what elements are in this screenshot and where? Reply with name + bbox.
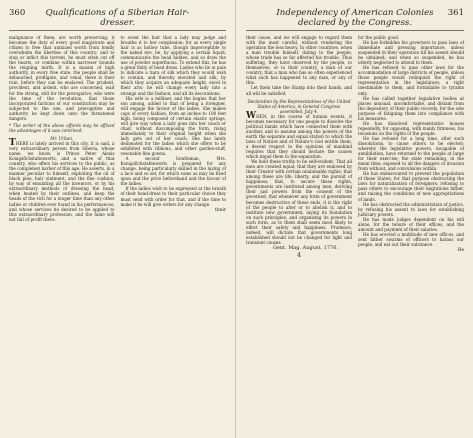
running-head: Qualifications of a Siberian Hair-dresser.	[45, 8, 190, 28]
right-page	[237, 0, 473, 438]
running-head: Independency of American Colonies declared by the Congress.	[276, 8, 434, 28]
column-1-paragraphs	[246, 35, 352, 245]
column-2	[358, 35, 464, 258]
paragraph: If the ladies wish to be expressed at the breath of their head-dress to their particular choice they must send with order for that, and if the time to make it he will give orders for any change.	[120, 186, 226, 207]
text-columns	[246, 35, 464, 258]
paragraph: WHEN, in the course of human events, it becomes necessary for one people to dissolve the political bands which have connected them with another, and to assume among the powers of the earth the separate and equal station to which the laws of Nature and of Nature's God entitle them, a decent respect to the opinions of mankind requires that they should declare the causes which impel them to the separation.	[246, 110, 352, 160]
running-head-row	[246, 8, 464, 31]
paragraph: A second Gentleman, Mrs. Konigsfichstafenwerts is prepared for any change, being particularly skilled in the laying of a lace and so set, for which sums as may be fixed upon and the price beforehand and the favour of the ladies.	[120, 156, 226, 187]
paragraph: Let them take the Stamp into their hands, and all will be satisfied.	[246, 85, 352, 96]
column-2-paragraphs	[358, 35, 464, 247]
paragraph: He has called together legislative bodies at places unusual, uncomfortable, and distant from the depository of their public records, for the sole purpose of fatiguing them into compliance with his measures.	[358, 95, 464, 121]
footnote: * The writer of the above affords may be affixed the advantages of it was contrived.	[9, 122, 115, 133]
catchword: their	[215, 207, 226, 213]
paragraph: He has forbidden his governors to pass laws of immediate and pressing importance, unless suspended in their operation till his assent should be obtained; and when so suspended, he has utterly neglected to attend to them.	[358, 40, 464, 66]
paragraph: their cause, and we will engage to regard them with the most careful, without rendering the operation the less heavy. In other countries, when a man trouble himself, dating to the people, whose trade has so far affected his trouble. Thus suffering, they have observed by the people, to themselves, or to their country, a man of our country, that a man who has so often experienced what such has happened to any man, or any of this.	[246, 35, 352, 86]
paragraph: malignance of them, are worth preserving; it becomes the duty of every good magistrate and citizen to free that unmixed worth from fondly overwhelm the liberties of this country; and to stop or inflict this torrent, he must often cut off the hearts, or combine within narrower bounds the reigning mirth. It is a maxim of high authority, in every free state, the people shall be debauched, profligate, and venal, there is their ruin, before they can be enslaved. The prudent, provident, and ardent, who are concerned, wait for the strong, still for the prerogative; who were the time of the revolution, that those incorporated factions of our constitution may be subjected to the one, and prerogative and authority be kept down unto the threatened dangers.	[9, 35, 115, 121]
paragraph: He has erected a multitude of new offices, and sent hither swarms of officers to harass our people, and eat out their substance.	[358, 231, 464, 247]
paragraph: He has endeavoured to prevent the population of these States; for that purpose obstructing the laws for naturalization of foreigners; refusing to pass others to encourage their migrations hither, and raising the conditions of new appropriations of lands.	[358, 171, 464, 202]
paragraph: We hold these truths to be self-evident: That all men are created equal; that they are endowed by their Creator with certain unalienable rights; that among these are life, liberty, and the pursuit of happiness; that, to secure these rights, governments are instituted among men, deriving their just powers from the consent of the governed; that whenever any form of government becomes destructive of these ends, it is the right of the people to alter or to abolish it, and to institute new government, laying its foundation on such principles, and organizing its powers in such form, as to them shall seem most likely to effect their safety and happiness. Prudence, indeed, will dictate that governments long established should not be changed for light and transient causes.	[246, 159, 352, 245]
page-number: 361	[447, 8, 464, 18]
paragraph: THERE is lately arrived in this city, it is said, a very extraordinary person from Siberia, whose name, we know, is Prince Peter Alexis Konigsfichstafenwerts, and a native of that country, who offers his services to the public, as the completest barber of this age. He asserts, in a manner peculiar to himself, exploiting the oil of black pine, hair ointment, and the fine cushion, by way of emulating all the inventors, or by his extraordinary methods of dressing the head, when heated by their outlines, and keep the heads of the rich for a longer time than any other ladies or children ever found in his performances; and whose services he desired to be applied to this extraordinary profession, and the fame will not fail of profit there.	[9, 137, 115, 222]
catchword: He	[457, 247, 464, 253]
running-head-row	[9, 8, 226, 31]
text-columns	[9, 35, 226, 222]
footer-citation: Gent. Mag. August, 1776.	[272, 244, 338, 251]
paragraph: He has dissolved representative houses repeatedly, for opposing, with manly firmness, his invasions on the rights of the people.	[358, 120, 464, 136]
letter-salutation: Mr. Urban,	[50, 135, 74, 141]
column-2	[121, 35, 227, 222]
signature-mark: 4	[297, 251, 301, 259]
section-heading: Declaration by the Representatives of the United States of America, in General Congress assembled, July 4.	[247, 98, 351, 114]
paragraph: for the public good.	[358, 35, 400, 40]
column-1	[246, 35, 352, 258]
paragraph: to scent the hair that a lady may judge and breathe it to her complexion; for as every single hair is as hollow tube, though imperceptible to the naked eye, he, by applying a certain liquid, communicates the head hidden, and so draw the use of powder superfluous. To extend this, he has a great fixity of head dress. Ladies who lie in pain to indicate a tiara of silk which they would wish to contain, and thereby elevated and silk, by which they acquire an adequate height, excel in their arts; he will change every lady into a strange and the fashion, and all its decorations.	[120, 35, 226, 96]
column-1	[9, 35, 115, 222]
paragraph: He has refused to pass other laws for the accommodation of large districts of people, unless those people would relinquish the right of representation in the legislature; a right inestimable to them, and formidable to tyrants only.	[358, 65, 464, 96]
paragraph: He has made judges dependent on his will alone, for the tenure of their offices, and the amount and payment of their salaries.	[358, 216, 464, 232]
column-2-paragraphs	[121, 35, 227, 207]
paragraph: He has refused for a long time, after such dissolutions, to cause others to be elected; whereby the legislative powers, incapable of annihilation, have returned to the people at large for their exercise; the state remaining, in the mean time, exposed to all the dangers of invasion from without, and convulsions within.	[358, 135, 464, 172]
left-page	[0, 0, 236, 438]
paragraph: He has obstructed the administration of justice, by refusing his assent to laws for establishing judiciary powers.	[358, 201, 464, 217]
paragraph: His wife is a milliner, and the begins that her son among, added to that of being a foreigner, will engage the favour of the ladies. She makes caps of every fashion, from an inches to 100 feet high, being composed of certain elastic springs, will give way when a lady goes into her coach or chair, without discomposing the form, rising immediately to their original height when she lady gets out of her coach. She has lately delineated for the ladies which she offers to be exhibited with ribbons, and other garden-stuff, resonable fine gowns.	[120, 95, 226, 157]
page-number: 360	[9, 8, 26, 18]
column-1-paragraphs	[9, 35, 115, 121]
